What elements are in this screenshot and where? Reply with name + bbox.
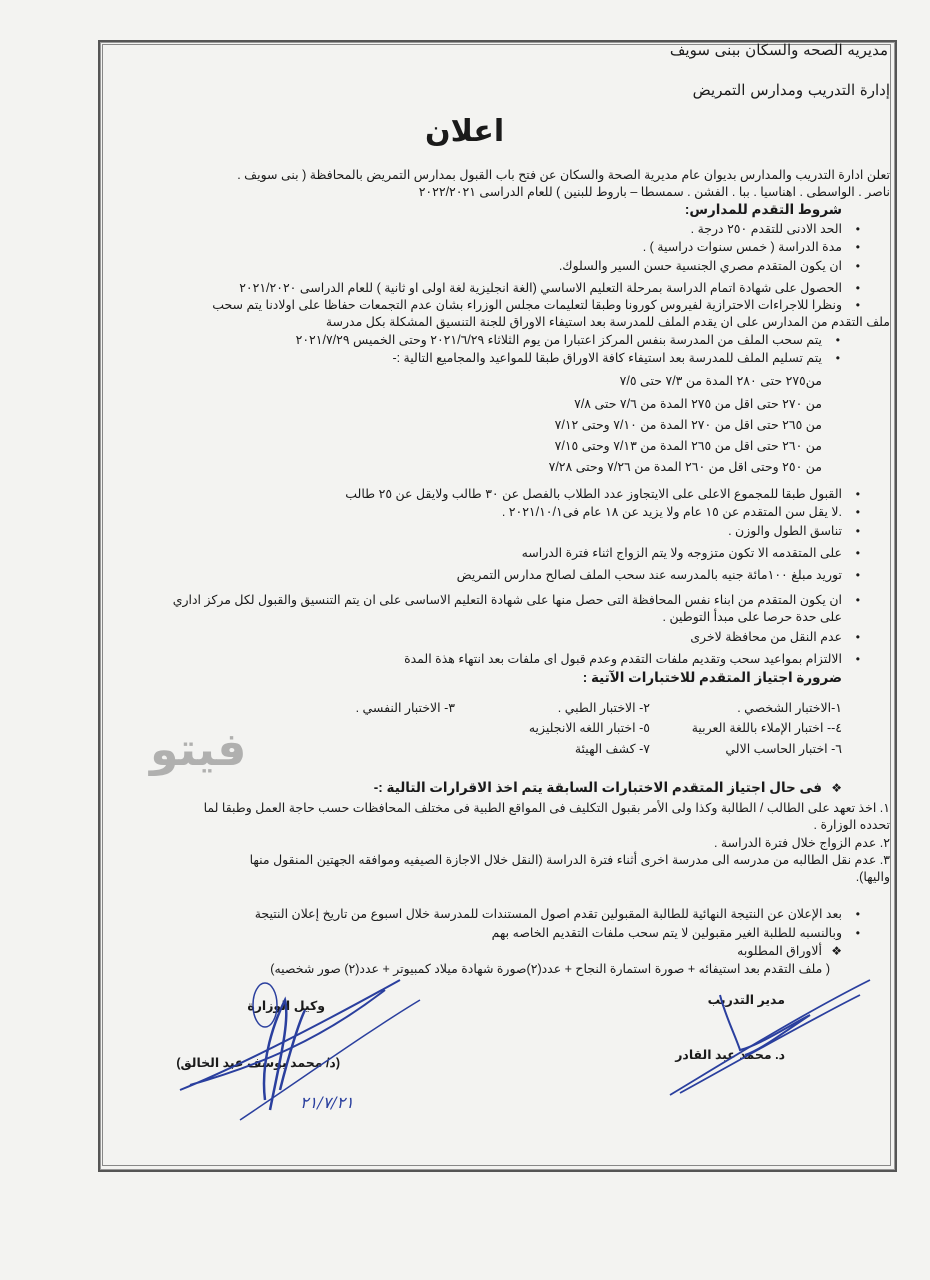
signature-name-right: د. محمد عبد القادر [675,1048,785,1062]
schedule-row: من ٢٦٠ حتى اقل من ٢٦٥ المدة من ٧/١٣ وحتى ٧/١٥ [554,439,822,453]
condition-item-cont: ملف التقدم من المدارس على ان يقدم الملف للمدرسة بعد استيفاء الاوراق للجنة التنسيق المشكلة بكل مدرسة [325,315,890,329]
signature-title-right: مدير التدريب [707,993,785,1007]
test-item: ٢- الاختبار الطبي . [557,701,650,715]
condition-item: • توريد مبلغ ١٠٠مائة جنيه بالمدرسه عند سحب الملف لصالح مدارس التمريض [457,567,842,583]
documents-heading: ❖ ألاوراق المطلوبه [737,943,822,959]
page-title: اعلان [425,115,505,148]
condition-item-cont: على حدة حرصا على مبدأ التوطين . [662,610,842,624]
condition-item: • .لا يقل سن المتقدم عن ١٥ عام ولا يزيد عن ١٨ عام فى٢٠٢١/١٠/١ . [502,504,842,520]
condition-item: • مدة الدراسة ( خمس سنوات دراسية ) . [643,239,842,255]
pledge-item: ٣. عدم نقل الطالبه من مدرسه الى مدرسة اخرى أثناء فترة الدراسة (النقل خلال الاجازة الصيفيه وموافقه الجهتين المنقول منها [249,853,890,867]
condition-item: • ونظرا للاجراءات الاحترازية لفيروس كورونا وطبقا لتعليمات مجلس الوزراء بشان عدم التجمعات حفاظا على اولادنا يتم سحب [212,297,842,313]
conditions-heading: شروط التقدم للمدارس: [684,202,842,217]
test-item: ٣- الاختبار النفسي . [355,701,455,715]
pledge-item: ٢. عدم الزواج خلال فترة الدراسة . [713,836,890,850]
sub-condition: • يتم تسليم الملف للمدرسة بعد استيفاء كافة الاوراق طبقا للمواعيد والمجاميع التالية :- [392,350,822,366]
sub-condition: • يتم سحب الملف من المدرسة بنفس المركز اعتبارا من يوم الثلاثاء ٢٠٢١/٦/٢٩ وحتى الخميس ٢٠٢١/٧/٢٩ [296,332,822,348]
signature-right-icon [660,975,880,1105]
test-item: ١-الاختبار الشخصي . [737,701,842,715]
pledges-heading: ❖ فى حال اجتياز المتقدم الاختبارات السابقة يتم اخذ الاقرارات التالية :- [374,780,822,796]
condition-item: • تناسق الطول والوزن . [728,523,842,539]
condition-item: • الحصول على شهادة اتمام الدراسة بمرحلة التعليم الاساسي (الغة انجليزية لغة اولى او ثانية ) للعام الدراسى ٢٠٢١/٢٠٢٠ [239,280,842,296]
documents-list: ( ملف التقدم بعد استيفائه + صورة استمارة النجاح + عدد(٢)صورة شهادة ميلاد كمبيوتر + عدد(٢) صور شخصيه) [270,962,830,976]
schedule-row: من ٢٦٥ حتى اقل من ٢٧٠ المدة من ٧/١٠ وحتى ٧/١٢ [554,418,822,432]
test-item: ٧- كشف الهيئة [574,742,650,756]
condition-item: • ان يكون المتقدم من ابناء نفس المحافظة التى حصل منها على شهادة التعليم الاساسى على ان يتم التنسيق والقبول لكل مركز اداري [173,592,842,608]
org-header: مديريه الصحه والسكان ببنى سويف [669,41,888,59]
condition-item: • على المتقدمه الا تكون متزوجه ولا يتم الزواج اثناء فترة الدراسه [522,545,842,561]
final-note: • وبالنسبه للطلبة الغير مقبولين لا يتم سحب ملفات التقديم الخاصه بهم [492,925,842,941]
condition-item: • الحد الادنى للتقدم ٢٥٠ درجة . [691,221,842,237]
signature-title-left: وكيل الوزارة [247,999,325,1013]
condition-item: • الالتزام بمواعيد سحب وتقديم ملفات التقدم وعدم قبول اى ملفات بعد انتهاء هذة المدة [404,651,842,667]
tests-heading: ضرورة اجتياز المتقدم للاختبارات الآتية : [582,670,842,685]
schedule-row: من٢٧٥ حتى ٢٨٠ المدة من ٧/٣ حتى ٧/٥ [619,374,822,388]
pledge-item-cont: واليها). [855,870,890,884]
test-item: ٤-- اختبار الإملاء باللغة العربية [691,721,842,735]
watermark-logo: فيتو [150,723,247,775]
intro-line: ناصر . الواسطى . اهناسيا . ببا . الفشن . سمسطا – باروط للبنين ) للعام الدراسى ٢٠٢٢/٢٠٢١ [418,185,890,199]
dept-header: إدارة التدريب ومدارس التمريض [692,81,890,99]
schedule-row: من ٢٧٠ حتى اقل من ٢٧٥ المدة من ٧/٦ حتى ٧/٨ [574,397,822,411]
intro-line: تعلن ادارة التدريب والمدارس بديوان عام مديرية الصحة والسكان عن فتح باب القبول بمدارس التمريض بالمحافظة ( بنى سويف . [237,168,890,182]
signature-name-left: (د/ محمد يوسف عبد الخالق) [176,1056,340,1070]
schedule-row: من ٢٥٠ وحتى اقل من ٢٦٠ المدة من ٧/٢٦ وحتى ٧/٢٨ [548,460,822,474]
handwritten-date: ٢١/٧/٢١ [300,1093,354,1112]
pledge-item: ١. اخذ تعهد على الطالب / الطالبة وكذا ولى الأمر بقبول التكليف فى المواقع الطبية فى مختلف المحافظات حسب حاجة العمل وطبقا لما [203,801,890,815]
test-item: ٦- اختبار الحاسب الالي [725,742,842,756]
condition-item: • عدم النقل من محافظة لاخرى [690,629,842,645]
signature-left-icon [170,970,430,1140]
condition-item: • ان يكون المتقدم مصري الجنسية حسن السير والسلوك. [559,258,842,274]
condition-item: • القبول طبقا للمجموع الاعلى على الايتجاوز عدد الطلاب بالفصل عن ٣٠ طالب ولايقل عن ٢٥ طالب [345,486,842,502]
pledge-item-cont: تحدده الوزارة . [813,818,890,832]
test-item: ٥- اختبار اللغه الانجليزيه [528,721,650,735]
final-note: • بعد الإعلان عن النتيجة النهائية للطالبة المقبولين تقدم اصول المستندات للمدرسة خلال اسبوع من تاريخ إعلان النتيجة [255,906,842,922]
